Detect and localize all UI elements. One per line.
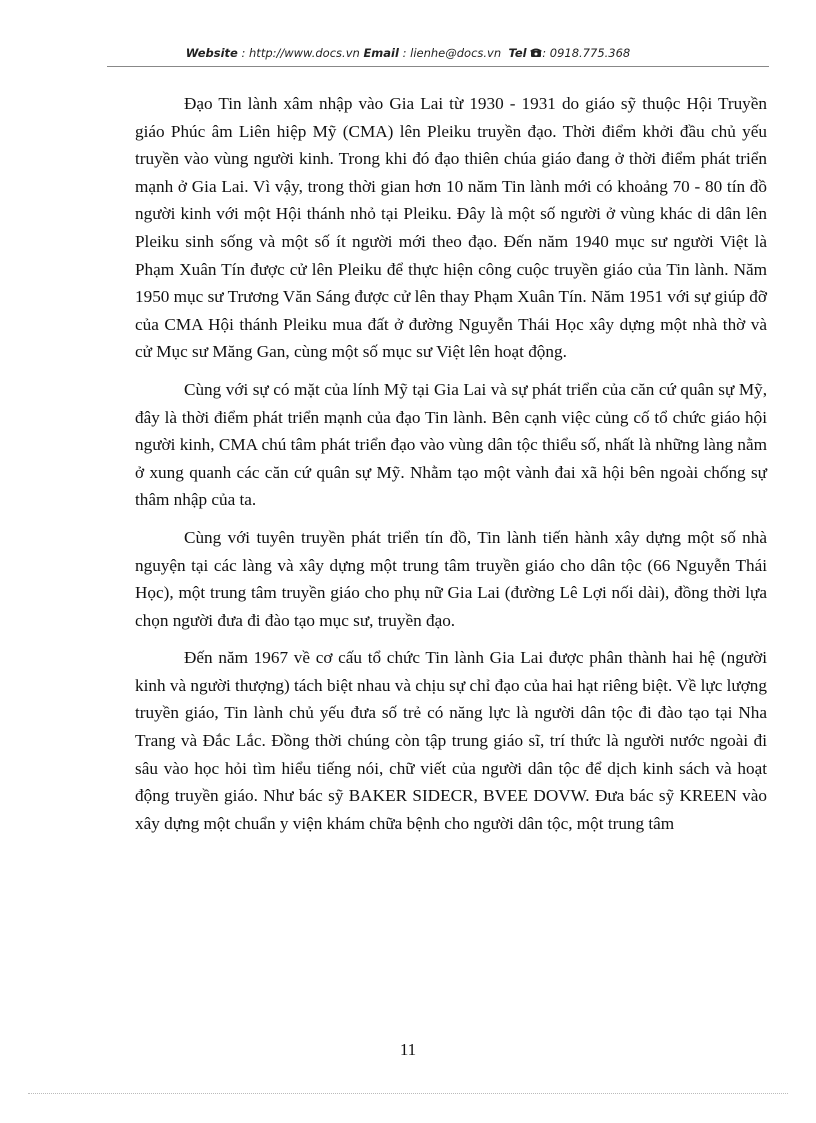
website-url[interactable]: http://www.docs.vn xyxy=(249,46,360,60)
document-body xyxy=(135,90,767,847)
paragraph: Cùng với sự có mặt của lính Mỹ tại Gia Lai và sự phát triển của căn cứ quân sự Mỹ, đây là thời điểm phát triển mạnh của đạo Tin lành. Bên cạnh việc củng cố tổ chức giáo hội người kinh, CMA chú tâm phát triển đạo vào vùng dân tộc thiểu số, nhất là những làng nằm ở xung quanh các căn cứ quân sự Mỹ. Nhằm tạo một vành đai xã hội bên ngoài chống sự thâm nhập của ta. xyxy=(135,379,767,510)
tel-label: Tel xyxy=(508,46,527,60)
phone-icon xyxy=(530,47,542,61)
paragraph: Đến năm 1967 về cơ cấu tổ chức Tin lành Gia Lai được phân thành hai hệ (người kinh và người thượng) tách biệt nhau và chịu sự chỉ đạo của hai hạt riêng biệt. Về lực lượng truyền giáo, Tin lành chủ yếu đưa số trẻ có năng lực là người dân tộc đi đào tạo tại Nha Trang và Đắc Lắc. Đồng thời chúng còn tập trung giáo sĩ, trí thức là người nước ngoài đi sâu vào học hỏi tìm hiểu tiếng nói, chữ viết của người dân tộc để dịch kinh sách và hoạt động truyền giáo. Như bác sỹ BAKER SIDECR, BVEE DOVW. Đưa bác sỹ KREEN vào xây dựng một chuẩn y viện khám chữa bệnh cho người dân tộc, một trung tâm xyxy=(135,648,767,833)
page-number: 11 xyxy=(399,1040,417,1059)
paragraph: Cùng với tuyên truyền phát triển tín đồ, Tin lành tiến hành xây dựng một số nhà nguyện tại các làng và xây dựng một trung tâm truyền giáo cho dân tộc (66 Nguyễn Thái Học), một trung tâm truyền giáo cho phụ nữ Gia Lai (đường Lê Lợi nối dài), đồng thời lựa chọn người đưa đi đào tạo mục sư, truyền đạo. xyxy=(135,527,767,630)
tel-number: : 0918.775.368 xyxy=(542,46,631,60)
page-header xyxy=(0,46,816,61)
email-separator: : xyxy=(398,46,411,60)
website-separator: : xyxy=(237,46,250,60)
header-divider xyxy=(107,66,769,67)
website-label: Website xyxy=(185,46,238,60)
email-label: Email xyxy=(363,46,399,60)
email-address[interactable]: lienhe@docs.vn xyxy=(410,46,502,60)
paragraph: Đạo Tin lành xâm nhập vào Gia Lai từ 1930 - 1931 do giáo sỹ thuộc Hội Truyền giáo Phúc âm Liên hiệp Mỹ (CMA) lên Pleiku truyền đạo. Thời điểm khởi đầu chủ yếu truyền vào vùng người kinh. Trong khi đó đạo thiên chúa giáo đang ở thời điểm phát triển mạnh ở Gia Lai. Vì vậy, trong thời gian hơn 10 năm Tin lành mới có khoảng 70 - 80 tín đồ người kinh với một Hội thánh nhỏ tại Pleiku. Đây là một số người ở vùng khác di dân lên Pleiku sinh sống và một số ít người mới theo đạo. Đến năm 1940 mục sư người Việt là Phạm Xuân Tín được cử lên Pleiku để thực hiện công cuộc truyền giáo của Tin lành. Năm 1950 mục sư Trương Văn Sáng được cử lên thay Phạm Xuân Tín. Năm 1951 với sự giúp đỡ của CMA Hội thánh Pleiku mua đất ở đường Nguyễn Thái Học xây dựng một nhà thờ và cử Mục sư Măng Gan, cùng một số mục sư Việt lên hoạt động. xyxy=(135,94,767,362)
footer-divider xyxy=(28,1093,788,1094)
